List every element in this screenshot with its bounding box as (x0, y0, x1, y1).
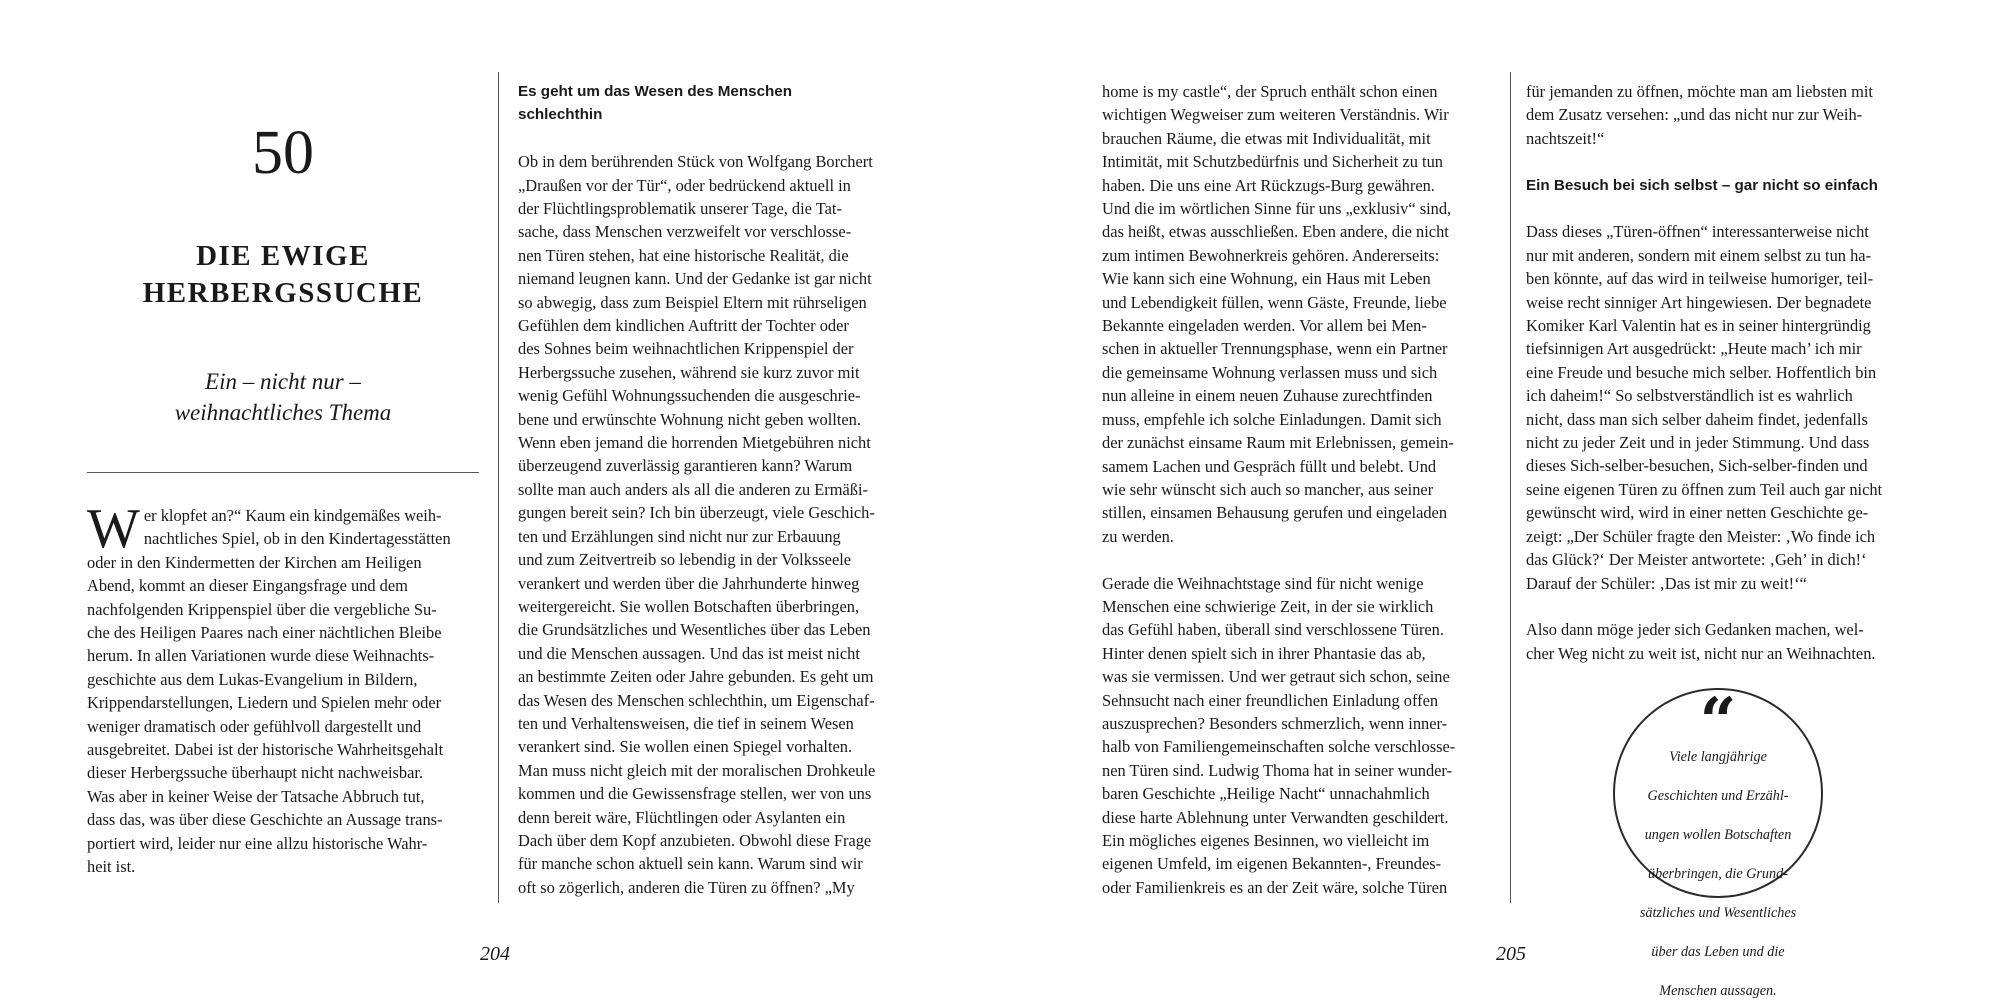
text-line: oder Familienkreis es an der Zeit wäre, solche Türen (1102, 877, 1448, 897)
text-line: ten und Verhaltensweisen, die tief in seinem Wesen (518, 713, 854, 733)
text-line: des Sohnes beim weihnachtlichen Krippenspiel der (518, 339, 854, 359)
text-line: baren Geschichte „Heilige Nacht“ unnachahmlich (1102, 784, 1430, 804)
text-line: nur mit anderen, sondern mit einem selbst zu tun ha- (1526, 245, 1872, 265)
text-line: Gefühlen dem kindlichen Auftritt der Tochter oder (518, 316, 849, 336)
text-line: eine Freude und besuche mich selber. Hoffentlich bin (1526, 362, 1877, 382)
body-paragraph (1102, 80, 1494, 548)
body-paragraph (1526, 80, 1918, 150)
text-line: nachtszeit!“ (1526, 128, 1605, 148)
text-line: ausgebreitet. Dabei ist der historische Wahrheitsgehalt (87, 740, 444, 760)
text-line: das Glück?‘ Der Meister antwortete: ‚Geh’ in dich!‘ (1526, 550, 1867, 570)
page-number-right: 205 (1496, 943, 1526, 965)
text-line: cher Weg nicht zu weit ist, nicht nur an Weihnachten. (1526, 643, 1876, 663)
text-line: das heißt, etwas ausschließen. Eben andere, die nicht (1102, 222, 1449, 242)
text-line: halb von Familiengemeinschaften solche verschlosse- (1102, 737, 1456, 757)
text-column-2 (518, 80, 910, 899)
paragraph-lines (1102, 574, 1455, 897)
text-line: ben könnte, auf das wird in teilweise humoriger, teil- (1526, 269, 1874, 289)
body-paragraph (1102, 572, 1494, 900)
section-heading-1 (518, 80, 910, 127)
heading-lines (518, 83, 792, 123)
text-line: sache, dass Menschen verzweifelt vor verschlosse- (518, 222, 852, 242)
text-line: seine eigenen Türen zu öffnen zum Teil auch gar nicht (1526, 479, 1883, 499)
text-line: Wenn eben jemand die horrenden Mietgebühren nicht (518, 433, 871, 453)
text-line: so abwegig, dass zum Beispiel Eltern mit rührseligen (518, 292, 867, 312)
pull-quote (1613, 684, 1823, 999)
body-paragraph (1526, 220, 1918, 595)
body-paragraph (518, 150, 910, 899)
chapter-subtitle (87, 366, 479, 428)
text-line: wenig Gefühl Wohnungssuchenden die ausgeschrie- (518, 386, 861, 406)
text-line: das Gefühl haben, überall sind verschlossene Türen. (1102, 620, 1444, 640)
text-line: Intimität, mit Schutzbedürfnis und Sicherheit zu tun (1102, 152, 1443, 172)
text-column-1 (87, 498, 479, 879)
chapter-title-line: HERBERGSSUCHE (142, 277, 424, 309)
text-line: ten und Erzählungen sind nicht nur zur Erbauung (518, 526, 841, 546)
text-line: Und die im wörtlichen Sinne für uns „exklusiv“ sind, (1102, 199, 1452, 219)
text-line: Krippendarstellungen, Liedern und Spielen mehr oder (87, 693, 442, 713)
text-line: ich daheim!“ So selbstverständlich ist es wahrlich (1526, 386, 1853, 406)
text-line: haben. Die uns eine Art Rückzugs-Burg gewähren. (1102, 175, 1435, 195)
quote-lines (1634, 748, 1802, 1002)
chapter-title-line: DIE EWIGE (196, 240, 370, 272)
text-line: überzeugend zuverlässig garantieren kann? Warum (518, 456, 853, 476)
text-line: portiert wird, leider nur eine allzu historische Wahr- (87, 833, 428, 853)
body-paragraph (1526, 618, 1918, 665)
text-line: eigenen Umfeld, im eigenen Bekannten-, Freundes- (1102, 854, 1442, 874)
text-line: muss, empfehle ich solche Einladungen. Damit sich (1102, 409, 1442, 429)
title-divider (87, 472, 479, 473)
text-line: die gemeinsame Wohnung verlassen muss und sich (1102, 362, 1438, 382)
paragraph-lines (1526, 222, 1882, 592)
text-line: samem Lachen und Gespräch füllt und belebt. Und (1102, 456, 1437, 476)
paragraph-lines (1526, 82, 1873, 148)
text-line: nachtliches Spiel, ob in den Kindertagesstätten (143, 529, 451, 549)
text-line: dieses Sich-selber-besuchen, Sich-selber-finden und (1526, 456, 1868, 476)
text-line: heit ist. (87, 857, 136, 877)
text-line: Ob in dem berührenden Stück von Wolfgang Borchert (518, 152, 873, 172)
text-line: Es geht um das Wesen des Menschen (518, 83, 793, 100)
text-line: zu werden. (1102, 526, 1174, 546)
chapter-subtitle-line: weihnachtliches Thema (174, 400, 392, 425)
text-line: Sehnsucht nach einer freundlichen Einladung offen (1102, 690, 1439, 710)
text-line: weniger dramatisch oder gefühlvoll dargestellt und (87, 716, 422, 736)
text-line: Ein mögliches eigenes Besinnen, wo vielleicht im (1102, 830, 1430, 850)
text-line: diese harte Ablehnung unter Verwandten geschildert. (1102, 807, 1449, 827)
intro-paragraph (87, 498, 479, 879)
text-line: tiefsinnigen Art ausgedrückt: „Heute mach’ ich mir (1526, 339, 1862, 359)
text-line: che des Heiligen Paares nach einer nächtlichen Bleibe (87, 623, 442, 643)
text-line: dem Zusatz versehen: „und das nicht nur zur Weih- (1526, 105, 1863, 125)
text-line: dieser Herbergssuche überhaupt nicht nachweisbar. (87, 763, 424, 783)
text-line: zum intimen Bewohnerkreis gehören. Andererseits: (1102, 245, 1440, 265)
text-line: herum. In allen Variationen wurde diese Weihnachts- (87, 646, 435, 666)
text-line: der Flüchtlingsproblematik unserer Tage, die Tat- (518, 199, 842, 219)
text-line: geschichte aus dem Lukas-Evangelium in Bildern, (87, 669, 418, 689)
text-line: und zum Zeitvertreib so lebendig in der Volksseele (518, 550, 852, 570)
text-line: und Lebendigkeit füllen, wenn Gäste, Freunde, liebe (1102, 292, 1447, 312)
text-line: an bestimmte Zeiten oder Jahre gebunden. Es geht um (518, 667, 874, 687)
text-line: für jemanden zu öffnen, möchte man am liebsten mit (1526, 82, 1873, 101)
section-heading-2: Ein Besuch bei sich selbst – gar nicht so einfach (1526, 176, 1878, 194)
text-line: wichtigen Wegweiser zum weiteren Verständnis. Wir (1102, 105, 1449, 125)
text-line: auszusprechen? Besonders schmerzlich, wenn inner- (1102, 713, 1448, 733)
text-line: über das Leben und die (1651, 944, 1785, 960)
chapter-number: 50 (252, 119, 314, 187)
text-line: Geschichten und Erzähl- (1647, 788, 1789, 804)
text-line: verankert und werden über die Jahrhunderte hinweg (518, 573, 860, 593)
text-line: Gerade die Weihnachtstage sind für nicht wenige (1102, 573, 1424, 593)
text-line: das Wesen des Menschen schlechthin, um Eigenschaf- (518, 690, 875, 710)
text-line: Was aber in keiner Weise der Tatsache Abbruch tut, (87, 786, 425, 806)
text-line: nun alleine in einem neuen Zuhause zurechtfinden (1102, 386, 1433, 406)
chapter-subtitle-line: Ein – nicht nur – (205, 369, 361, 394)
text-line: Menschen eine schwierige Zeit, in der sie wirklich (1102, 596, 1434, 616)
text-line: weise recht sinniger Art hingewiesen. Der begnadete (1526, 292, 1872, 312)
text-line: und die Menschen aussagen. Und das ist meist nicht (518, 643, 860, 663)
text-column-3 (1102, 80, 1494, 899)
text-line: sollte man auch anders als all die anderen zu Ermäßi- (518, 479, 868, 499)
page-number-left: 204 (480, 943, 510, 965)
pull-quote-text (1634, 748, 1802, 1002)
text-line: home is my castle“, der Spruch enthält schon einen (1102, 82, 1438, 101)
text-line: der zunächst einsame Raum mit Erlebnissen, gemein- (1102, 433, 1454, 453)
text-line: oft so zögerlich, anderen die Türen zu öffnen? „My (518, 877, 855, 897)
text-line: gewünscht wird, wird in einer netten Geschichte ge- (1526, 503, 1869, 523)
text-line: für manche schon aktuell sein kann. Warum sind wir (518, 854, 863, 874)
text-line: Herbergssuche zusehen, während sie kurz zuvor mit (518, 362, 860, 382)
text-line: oder in den Kindermetten der Kirchen am Heiligen (87, 552, 422, 572)
text-line: schen in aktueller Trennungsphase, wenn ein Partner (1102, 339, 1448, 359)
text-line: gungen bereit sein? Ich bin überzeugt, viele Geschich- (518, 503, 875, 523)
text-column-4 (1526, 80, 1918, 665)
text-line: zeigt: „Der Schüler fragte den Meister: ‚Wo finde ich (1526, 526, 1876, 546)
text-line: Dass dieses „Türen-öffnen“ interessanterweise nicht (1526, 222, 1869, 242)
text-line: brauchen Räume, die etwas mit Individualität, mit (1102, 128, 1431, 148)
text-line: die Grundsätzliches und Wesentliches über das Leben (518, 620, 871, 640)
text-line: dass das, was über diese Geschichte an Aussage trans- (87, 810, 443, 830)
text-line: Dach über dem Kopf anzubieten. Obwohl diese Frage (518, 830, 872, 850)
text-line: „Draußen vor der Tür“, oder bedrückend aktuell in (518, 175, 851, 195)
text-line: Wie kann sich eine Wohnung, ein Haus mit Leben (1102, 269, 1431, 289)
text-line: nicht, dass man sich selber daheim findet, jedenfalls (1526, 409, 1868, 429)
text-line: stillen, einsamen Behausung gerufen und eingeladen (1102, 503, 1448, 523)
text-line: schlechthin (518, 106, 603, 124)
text-line: sätzliches und Wesentliches (1639, 905, 1797, 921)
paragraph-lines (87, 498, 451, 877)
text-line: Also dann möge jeder sich Gedanken machen, wel- (1526, 620, 1864, 640)
text-line: bene und erwünschte Wohnung nicht geben wollten. (518, 409, 861, 429)
text-line: verankert sind. Sie wollen einen Spiegel vorhalten. (518, 737, 853, 757)
text-line: ungen wollen Botschaften (1644, 827, 1792, 843)
column-divider (1510, 72, 1511, 903)
text-line: was sie vermissen. Und wer getraut sich schon, seine (1102, 667, 1450, 687)
text-line: Abend, kommt an dieser Eingangsfrage und dem (87, 576, 408, 596)
text-line: niemand leugnen kann. Und der Gedanke ist gar nicht (518, 269, 872, 289)
text-line: Darauf der Schüler: ‚Das ist mir zu weit!‘“ (1526, 573, 1807, 593)
text-line: nicht zu jeder Zeit und in jeder Stimmung. Und dass (1526, 433, 1870, 453)
chapter-title (87, 238, 479, 312)
text-line: Hinter denen spielt sich in ihrer Phantasie das ab, (1102, 643, 1426, 663)
text-line: nachfolgenden Krippenspiel über die vergebliche Su- (87, 599, 437, 619)
quote-mark-icon: “ (1699, 684, 1737, 759)
text-line: nen Türen stehen, hat eine historische Realität, die (518, 245, 849, 265)
column-divider (498, 72, 499, 903)
text-line: Komiker Karl Valentin hat es in seiner hintergründig (1526, 316, 1871, 336)
text-line: kommen und die Gewissensfrage stellen, wer von uns (518, 784, 872, 804)
text-line: denn bereit wäre, Flüchtlingen oder Asylanten ein (518, 807, 846, 827)
text-line: überbringen, die Grund- (1648, 866, 1788, 882)
text-line: nen Türen sind. Ludwig Thoma hat in seiner wunder- (1102, 760, 1453, 780)
paragraph-lines (518, 152, 875, 897)
text-line: Viele langjährige (1669, 749, 1767, 765)
text-line: weitergereicht. Sie wollen Botschaften überbringen, (518, 596, 860, 616)
text-line: Menschen aussagen. (1659, 983, 1777, 999)
text-line: wie sehr wünscht sich auch so mancher, aus seiner (1102, 479, 1434, 499)
text-line: er klopfet an?“ Kaum ein kindgemäßes weih- (143, 506, 442, 525)
paragraph-lines (1526, 620, 1876, 662)
drop-cap: W (87, 498, 140, 560)
paragraph-lines (1102, 82, 1454, 546)
text-line: Man muss nicht gleich mit der moralischen Drohkeule (518, 760, 876, 780)
text-line: Bekannte eingeladen werden. Vor allem bei Men- (1102, 316, 1427, 336)
